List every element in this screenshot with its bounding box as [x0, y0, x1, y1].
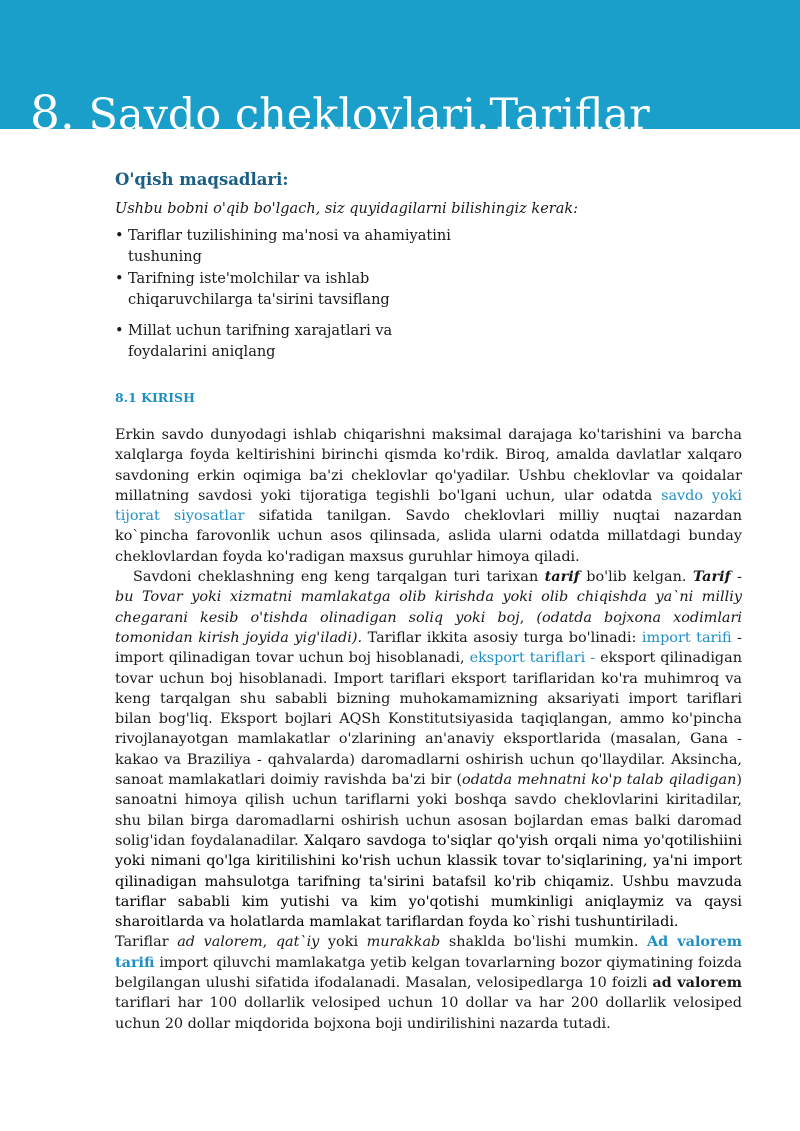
definition-term: Tarif	[692, 568, 731, 586]
ad-valorem-bold: ad valorem	[652, 974, 742, 992]
term-tarif: tarif	[544, 568, 580, 586]
paragraph-tariff-forms: Tariflar ad valorem, qat`iy yoki murakkab shaklda bo'lishi mumkin. Ad valorem tarifi import qiluvchi mamlakatga yetib kelgan tovarlarning bozor qiymatining foizda belgilangan ulushi sifatida ifodalanadi. Masalan, velosipedlarga 10 foizli ad valorem tariflari har 100 dollarlik velosiped uchun 10 dollar va har 200 dollarlik velosiped uchun 20 dollar miqdorida bojxona boji undirilishini nazarda tutadi.	[115, 933, 742, 1032]
page-content	[115, 168, 742, 1034]
objectives-intro: Ushbu bobni o'qib bo'lgach, siz quyidagilarni bilishingiz kerak:	[115, 201, 579, 217]
paragraph-tariff-definition: Savdoni cheklashning eng keng tarqalgan turi tarixan tarif bo'lib kelgan. Tarif - bu Tovar yoki xizmatni mamlakatga olib kirishda yoki olib chiqishda ya`ni milliy chegarani kesib o'tishda olinadigan soliq yoki boj, (odatda bojxona xodimlari tomonidan kirish joyida yig'iladi). Tariflar ikkita asosiy turga bo'linadi: import tarifi - import qilinadigan tovar uchun boj hisoblanadi, eksport tariflari - eksport qilinadigan tovar uchun boj hisoblanadi. Import tariflari eksport tariflaridan ko'ra muhimroq va keng tarqalgan shu sababli bizning muhokamamizning aksariyati import tariflari bilan bog'liq. Eksport bojlari AQSh Konstitutsiyasida taqiqlangan, ammo ko'pincha rivojlanayotgan mamlakatlar o'zlarining an'anaviy eksportlarida (masalan, Gana - kakao va Braziliya - qahvalarda) daromadlarni oshirish uchun qo'llaydilar. Aksincha, sanoat mamlakatlari doimiy ravishda ba'zi bir (odatda mehnatni ko'p talab qiladigan) sanoatni himoya qilish uchun tariflarni yoki boshqa savdo cheklovlarini kiritadilar, shu bilan birga daromadlarni oshirish uchun asosan bojlardan emas balki daromad solig'idan foydalanadilar. Xalqaro savdoga to'siqlar qo'yish orqali nima yo'qotilishiini yoki nimani qo'lga kiritilishini ko'rish uchun klassik tovar to'siqlarining, ya'ni import qilinadigan mahsulotga tarifning ta'sirini batafsil ko'rib chiqamiz. Ushbu mavzuda tariflar sababli kim yutishi va kim yo'qotishi mumkinligi aniqlaymiz va qaysi sharoitlarda va holatlarda mamlakat tariflardan foyda ko`rishi tushuntiriladi.	[115, 568, 743, 931]
objectives-heading: O'qish maqsadlari:	[115, 170, 289, 189]
paragraph-intro: Erkin savdo dunyodagi ishlab chiqarishni maksimal darajaga ko'tarishini va barcha xalqlarga foyda keltirishini birinchi qismda ko'rdik. Biroq, amalda davlatlar xalqaro savdoning erkin oqimiga ba'zi cheklovlar qo'yadilar. Ushbu cheklovlar va qoidalar millatning savdosi yoki tijoratiga tegishli bo'lgani uchun, ular odatda savdo yoki tijorat siyosatlar sifatida tanilgan. Savdo cheklovlari milliy nuqtai nazardan ko`pincha farovonlik uchun asos qilinsada, aslida ularni odatda millatdagi bunday cheklovlardan foyda ko'radigan maxsus guruhlar himoya qiladi.	[115, 427, 742, 565]
objective-item: • Millat uchun tarifning xarajatlari va foydalarini aniqlang	[115, 321, 475, 363]
chapter-title-text: Savdo cheklovlari.Tariflar	[88, 90, 650, 129]
section-heading: 8.1 KIRISH	[115, 390, 195, 405]
export-tariff-link[interactable]: eksport tariflari -	[469, 650, 596, 667]
objective-item: • Tariflar tuzilishining ma'nosi va ahamiyatini tushuning	[115, 226, 475, 268]
chapter-title	[30, 84, 650, 129]
tariff-definition: - bu Tovar yoki xizmatni mamlakatga olib kirishda yoki olib chiqishda ya`ni milliy chegarani kesib o'tishda olinadigan soliq yoki boj	[115, 569, 743, 626]
trade-policy-link[interactable]: savdo yoki tijorat siyosatlar	[115, 487, 742, 525]
objective-item: • Tarifning iste'molchilar va ishlab chiqaruvchilarga ta'sirini tavsiflang	[115, 269, 475, 311]
ad-valorem-link[interactable]: Ad valorem tarifi	[115, 933, 742, 971]
chapter-banner	[0, 0, 800, 129]
chapter-number: 8.	[30, 86, 75, 129]
objectives-list	[115, 226, 475, 363]
import-tariff-link[interactable]: import tarifi	[641, 629, 732, 646]
